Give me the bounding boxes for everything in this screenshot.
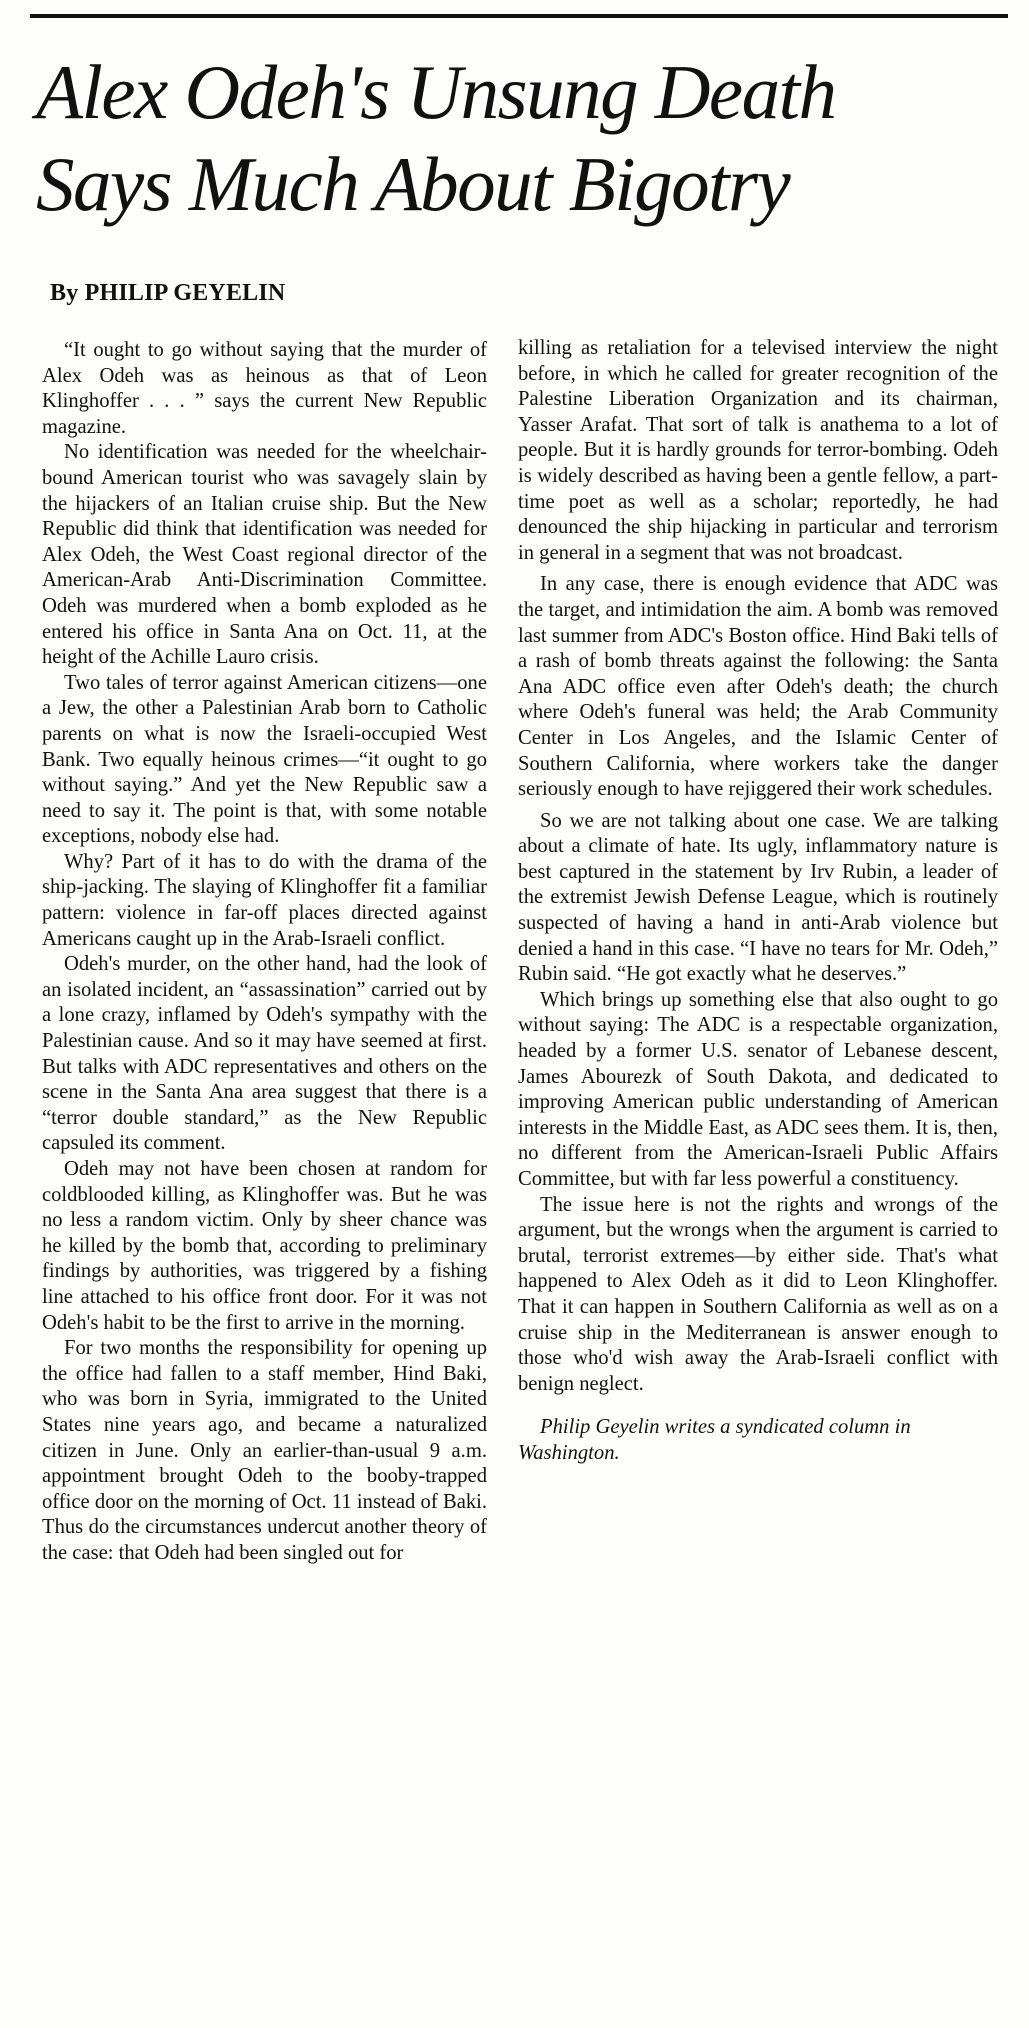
paragraph: Why? Part of it has to do with the drama of the ship-jacking. The slaying of Klinghoffer fit a familiar pattern: violence in far-off places directed against Americans caught up in the Arab-Israeli conflict. (42, 850, 487, 950)
headline (36, 46, 1006, 230)
top-rule (30, 14, 1008, 18)
headline-line-1: Alex Odeh's Unsung Death (36, 49, 836, 135)
paragraph: Odeh's murder, on the other hand, had the look of an isolated incident, an “assassination” carried out by a lone crazy, inflamed by Odeh's sympathy with the Palestinian cause. And so it may have seemed at first. But talks with ADC representatives and others on the scene in the Santa Ana area suggest that there is a “terror double standard,” as the New Republic capsuled its comment. (42, 953, 487, 1155)
paragraph: “It ought to go without saying that the murder of Alex Odeh was as heinous as that of Leon Klinghoffer . . . ” says the current New Republic magazine. (42, 339, 487, 438)
paragraph: In any case, there is enough evidence that ADC was the target, and intimidation the aim. A bomb was removed last summer from ADC's Boston office. Hind Baki tells of a rash of bomb threats against the following: the Santa Ana ADC office even after Odeh's death; the church where Odeh's funeral was held; the Arab Community Center in Los Angeles, and the Islamic Center of Southern California, where workers take the danger seriously enough to have rejiggered their work schedules. (518, 573, 998, 801)
paragraph: The issue here is not the rights and wrongs of the argument, but the wrongs when the argument is carried to brutal, terrorist extremes—by either side. That's what happened to Alex Odeh as it did to Leon Klinghoffer. That it can happen in Southern California as well as on a cruise ship in the Mediterranean is answer enough to those who'd wish away the Arab-Israeli conflict with benign neglect. (518, 1193, 998, 1395)
paragraph: No identification was needed for the wheelchair-bound American tourist who was savagely slain by the hijackers of an Italian cruise ship. But the New Republic did think that identification was needed for Alex Odeh, the West Coast regional director of the American-Arab Anti-Discrimination Committee. Odeh was murdered when a bomb exploded as he entered his office in Santa Ana on Oct. 11, at the height of the Achille Lauro crisis. (42, 441, 487, 669)
byline: By PHILIP GEYELIN (50, 280, 286, 306)
headline-line-2: Says Much About Bigotry (36, 141, 790, 227)
author-tagline: Philip Geyelin writes a syndicated column in Washington. (518, 1416, 911, 1464)
paragraph: Odeh may not have been chosen at random for coldblooded killing, as Klinghoffer was. But he was no less a random victim. Only by sheer chance was he killed by the bomb that, according to preliminary findings by authorities, was triggered by a fishing line attached to his office front door. For it was not Odeh's habit to be the first to arrive in the morning. (42, 1158, 487, 1334)
article-column-left (42, 338, 487, 1567)
paragraph: killing as retaliation for a televised interview the night before, in which he called for greater recognition of the Palestine Liberation Organization and its chairman, Yasser Arafat. That sort of talk is anathema to a lot of people. But it is hardly grounds for terror-bombing. Odeh is widely described as having been a gentle fellow, a part-time poet as well as a scholar; reportedly, he had denounced the ship hijacking in particular and terrorism in general in a segment that was not broadcast. (518, 337, 998, 564)
paragraph: Two tales of terror against American citizens—one a Jew, the other a Palestinian Arab born to Catholic parents on what is now the Israeli-occupied West Bank. Two equally heinous crimes—“it ought to go without saying.” And yet the New Republic saw a need to say it. The point is that, with some notable exceptions, nobody else had. (42, 671, 487, 848)
paragraph: Which brings up something else that also ought to go without saying: The ADC is a respectable organization, headed by a former U.S. senator of Lebanese descent, James Abourezk of South Dakota, and dedicated to improving American public understanding of American interests in the Middle East, as ADC sees them. It is, then, no different from the American-Israeli Public Affairs Committee, but with far less powerful a constituency. (518, 988, 998, 1190)
article-column-right (518, 336, 998, 1467)
paragraph: So we are not talking about one case. We are talking about a climate of hate. Its ugly, inflammatory nature is best captured in the statement by Irv Rubin, a leader of the extremist Jewish Defense League, which is routinely suspected of having a hand in anti-Arab violence but denied a hand in this case. “I have no tears for Mr. Odeh,” Rubin said. “He got exactly what he deserves.” (518, 809, 998, 986)
paragraph: For two months the responsibility for opening up the office had fallen to a staff member, Hind Baki, who was born in Syria, immigrated to the United States nine years ago, and became a naturalized citizen in June. Only an earlier-than-usual 9 a.m. appointment brought Odeh to the booby-trapped office door on the morning of Oct. 11 instead of Baki. Thus do the circumstances undercut another theory of the case: that Odeh had been singled out for (42, 1337, 487, 1564)
